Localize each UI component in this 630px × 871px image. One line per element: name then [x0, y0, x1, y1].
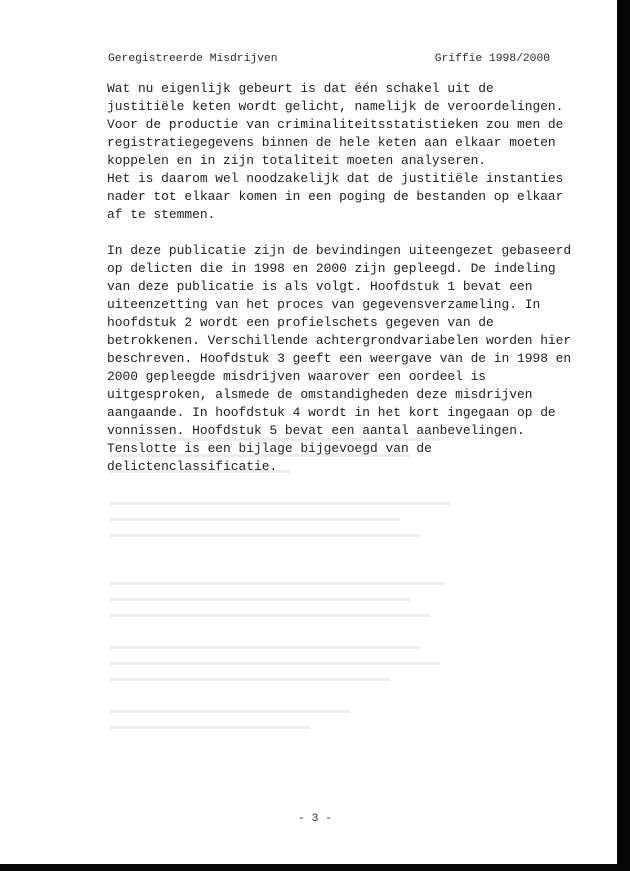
- text-line: aangaande. In hoofdstuk 4 wordt in het kort ingegaan op de: [107, 405, 556, 420]
- scan-edge-bottom: [0, 864, 630, 871]
- text-line: betrokkenen. Verschillende achtergrondvariabelen worden hier: [107, 333, 572, 348]
- paragraph-2: [107, 242, 572, 476]
- text-line: uiteenzetting van het proces van gegevensverzameling. In: [107, 297, 541, 312]
- text-line: Wat nu eigenlijk gebeurt is dat één schakel uit de: [107, 81, 494, 96]
- text-line: In deze publicatie zijn de bevindingen uiteengezet gebaseerd: [107, 243, 572, 258]
- text-line: van deze publicatie is als volgt. Hoofdstuk 1 bevat een: [107, 279, 533, 294]
- text-line: 2000 gepleegde misdrijven waarover een oordeel is: [107, 369, 487, 384]
- text-line: delictenclassificatie.: [107, 459, 278, 474]
- page-number: - 3 -: [298, 813, 332, 825]
- text-line: Voor de productie van criminaliteitsstatistieken zou men de: [107, 117, 564, 132]
- header-publication: Griffie 1998/2000: [434, 53, 550, 65]
- body-text: [107, 80, 572, 476]
- text-line: Het is daarom wel noodzakelijk dat de justitiële instanties: [107, 171, 564, 186]
- scan-edge-right: [617, 0, 630, 871]
- text-line: vonnissen. Hoofdstuk 5 bevat een aantal aanbevelingen.: [107, 423, 525, 438]
- paragraph-spacer: [107, 224, 562, 242]
- text-line: af te stemmen.: [107, 207, 216, 222]
- text-line: koppelen en in zijn totaliteit moeten analyseren.: [107, 153, 487, 168]
- text-line: op delicten die in 1998 en 2000 zijn gepleegd. De indeling: [107, 261, 556, 276]
- text-line: registratiegegevens binnen de hele keten aan elkaar moeten: [107, 135, 556, 150]
- text-line: uitgesproken, alsmede de omstandigheden deze misdrijven: [107, 387, 533, 402]
- text-line: nader tot elkaar komen in een poging de bestanden op elkaar: [107, 189, 564, 204]
- text-line: justitiële keten wordt gelicht, namelijk de veroordelingen.: [107, 99, 564, 114]
- header-title: Geregistreerde Misdrijven: [108, 53, 278, 65]
- paragraph-1: [107, 80, 562, 224]
- text-line: beschreven. Hoofdstuk 3 geeft een weergave van de in 1998 en: [107, 351, 572, 366]
- text-line: hoofdstuk 2 wordt een profielschets gegeven van de: [107, 315, 494, 330]
- text-line: Tenslotte is een bijlage bijgevoegd van de: [107, 441, 432, 456]
